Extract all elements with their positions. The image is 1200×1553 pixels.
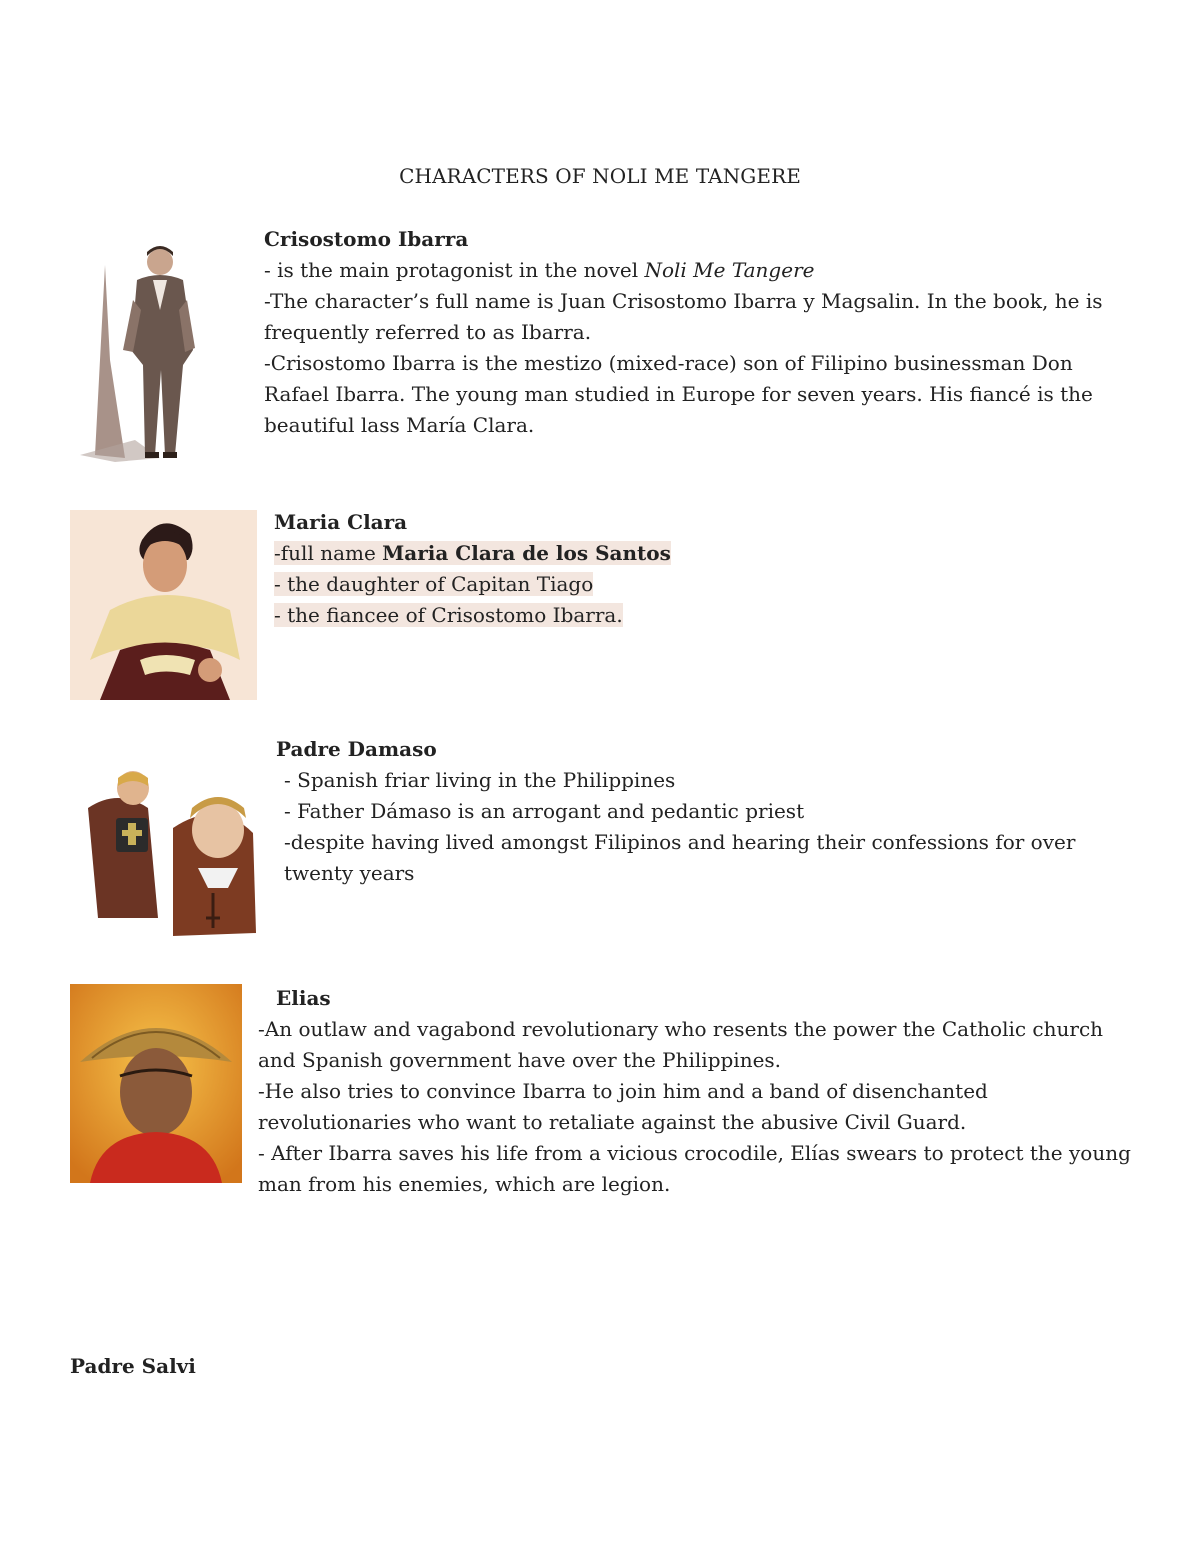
character-ibarra	[264, 224, 1144, 441]
character-description	[276, 765, 1116, 889]
page-title: CHARACTERS OF NOLI ME TANGERE	[399, 164, 801, 188]
character-maria-clara	[274, 507, 1144, 631]
padre-damaso-portrait-image	[78, 768, 258, 938]
character-name: Crisostomo Ibarra	[264, 227, 469, 251]
character-elias	[258, 983, 1138, 1200]
character-name: Maria Clara	[274, 510, 408, 534]
character-description-line: - the fiancee of Crisostomo Ibarra.	[274, 603, 623, 627]
character-description-line: -He also tries to convince Ibarra to join him and a band of disenchanted revolutionaries who want to retaliate against the abusive Civil Guard.	[258, 1079, 988, 1134]
character-name: Elias	[276, 986, 331, 1010]
character-description-line: -full name Maria Clara de los Santos	[274, 541, 671, 565]
character-description-line: -despite having lived amongst Filipinos and hearing their confessions for over twenty years	[284, 830, 1076, 885]
character-description-line: - Father Dámaso is an arrogant and pedantic priest	[284, 799, 805, 823]
character-description-line: -Crisostomo Ibarra is the mestizo (mixed-race) son of Filipino businessman Don Rafael Ibarra. The young man studied in Europe for seven years. His fiancé is the beautiful lass María Clara.	[264, 351, 1093, 437]
character-description-line: - After Ibarra saves his life from a vicious crocodile, Elías swears to protect the young man from his enemies, which are legion.	[258, 1141, 1131, 1196]
elias-portrait-image	[70, 984, 242, 1183]
character-description-line: -An outlaw and vagabond revolutionary who resents the power the Catholic church and Spanish government have over the Philippines.	[258, 1017, 1104, 1072]
full-name-highlight: Maria Clara de los Santos	[382, 541, 671, 565]
ibarra-portrait-image	[75, 240, 210, 465]
character-description-line: - the daughter of Capitan Tiago	[274, 572, 594, 596]
character-name-padre-salvi: Padre Salvi	[70, 1354, 196, 1378]
character-description-line: - is the main protagonist in the novel Noli Me Tangere	[264, 258, 815, 282]
character-name: Padre Damaso	[276, 737, 437, 761]
character-description-line: -The character’s full name is Juan Crisostomo Ibarra y Magsalin. In the book, he is frequently referred to as Ibarra.	[264, 289, 1103, 344]
novel-title: Noli Me Tangere	[644, 258, 815, 282]
character-padre-damaso	[276, 734, 1116, 889]
maria-clara-portrait-image	[70, 510, 257, 700]
character-description-line: - Spanish friar living in the Philippines	[284, 768, 676, 792]
